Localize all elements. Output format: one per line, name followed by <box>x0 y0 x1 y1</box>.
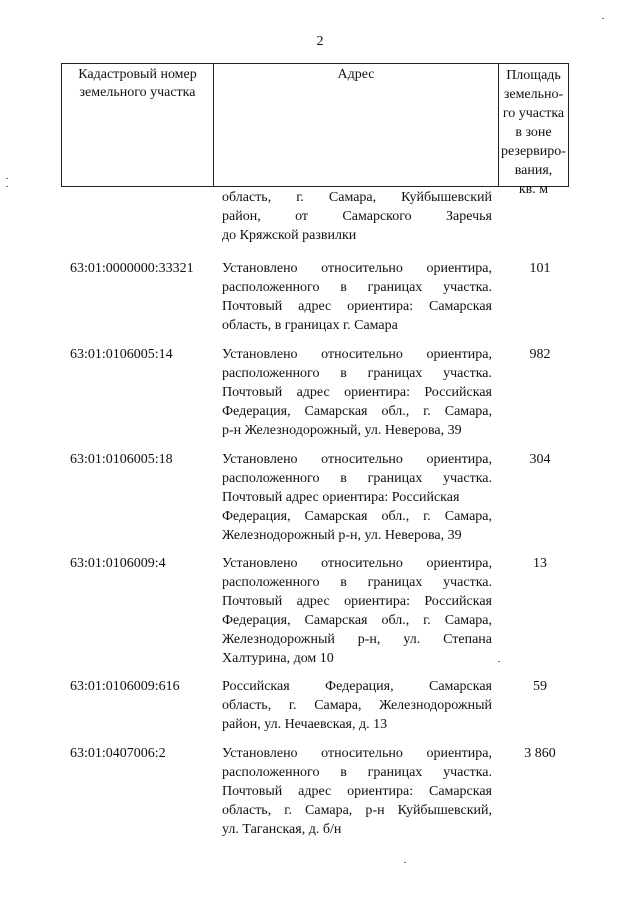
cadastral-number: 63:01:0106005:14 <box>70 347 173 362</box>
address-cell <box>222 554 492 668</box>
address-line: область, г. Самара, Куйбышевский <box>222 190 492 205</box>
address-cell <box>222 744 492 839</box>
address-line: расположенного в границах участка. <box>222 366 492 381</box>
cadastral-number: 63:01:0407006:2 <box>70 746 166 761</box>
area-value: 101 <box>529 261 551 276</box>
address-line: Установлено относительно ориентира, <box>222 261 492 276</box>
scan-speck <box>498 661 500 662</box>
header-line: Площадь <box>506 68 561 83</box>
address-line: Почтовый адрес ориентира: Российская <box>222 594 492 609</box>
header-line: в зоне <box>515 125 552 140</box>
address-line: расположенного в границах участка. <box>222 471 492 486</box>
header-area <box>499 64 568 197</box>
area-value: 59 <box>533 679 547 694</box>
address-line: Установлено относительно ориентира, <box>222 347 492 362</box>
address-line: Установлено относительно ориентира, <box>222 746 492 761</box>
header-address <box>214 64 499 186</box>
address-line: район, от Самарского Заречья <box>222 209 492 224</box>
header-line: Адрес <box>337 67 375 82</box>
scan-speck <box>404 862 406 863</box>
cadastral-number: 63:01:0106005:18 <box>70 452 173 467</box>
header-line: резервиро- <box>501 144 566 159</box>
address-continuation <box>222 188 492 245</box>
address-line: Установлено относительно ориентира, <box>222 556 492 571</box>
page-number: 2 <box>316 34 324 49</box>
address-line: область, г. Самара, р-н Куйбышевский, <box>222 803 492 818</box>
address-line: Федерация, Самарская обл., г. Самара, <box>222 404 492 419</box>
address-line: расположенного в границах участка. <box>222 280 492 295</box>
address-line: расположенного в границах участка. <box>222 575 492 590</box>
address-line: Почтовый адрес ориентира: Самарская <box>222 784 492 799</box>
address-cell <box>222 345 492 440</box>
address-line: район, ул. Нечаевская, д. 13 <box>222 717 388 732</box>
header-line: земельного участка <box>79 85 196 100</box>
header-cadastral-number <box>62 64 214 186</box>
scan-speck <box>6 186 8 187</box>
scan-speck <box>602 18 604 19</box>
table-header <box>61 63 569 197</box>
address-line: Федерация, Самарская обл., г. Самара, <box>222 613 492 628</box>
area-value: 13 <box>533 556 547 571</box>
header-line: Кадастровый номер <box>78 67 197 82</box>
address-line: Федерация, Самарская обл., г. Самара, <box>222 509 492 524</box>
address-cell <box>222 677 492 734</box>
address-cell <box>222 450 492 545</box>
scan-speck <box>6 178 8 179</box>
header-line: кв. м <box>518 182 549 197</box>
address-line: Установлено относительно ориентира, <box>222 452 492 467</box>
area-value: 982 <box>529 347 551 362</box>
address-line: область, г. Самара, Железнодорожный <box>222 698 492 713</box>
address-line: Почтовый адрес ориентира: Самарская <box>222 299 492 314</box>
area-value: 304 <box>529 452 551 467</box>
address-line: область, в границах г. Самара <box>222 318 398 333</box>
address-line: Российская Федерация, Самарская <box>222 679 492 694</box>
address-cell <box>222 259 492 335</box>
header-line: вания, <box>514 163 553 178</box>
cadastral-number: 63:01:0106009:4 <box>70 556 166 571</box>
address-line: Почтовый адрес ориентира: Российская <box>222 490 460 505</box>
address-line: расположенного в границах участка. <box>222 765 492 780</box>
address-line: Почтовый адрес ориентира: Российская <box>222 385 492 400</box>
cadastral-number: 63:01:0000000:33321 <box>70 261 194 276</box>
header-line: земельно- <box>503 87 564 102</box>
cadastral-number: 63:01:0106009:616 <box>70 679 180 694</box>
address-line: Железнодорожный р-н, ул. Неверова, 39 <box>222 528 462 543</box>
address-line: Халтурина, дом 10 <box>222 651 334 666</box>
address-line: р-н Железнодорожный, ул. Неверова, 39 <box>222 423 462 438</box>
header-line: го участка <box>502 106 565 121</box>
address-line: Железнодорожный р-н, ул. Степана <box>222 632 492 647</box>
address-line: до Кряжской развилки <box>222 228 357 243</box>
area-value: 3 860 <box>524 746 556 761</box>
address-line: ул. Таганская, д. б/н <box>222 822 342 837</box>
